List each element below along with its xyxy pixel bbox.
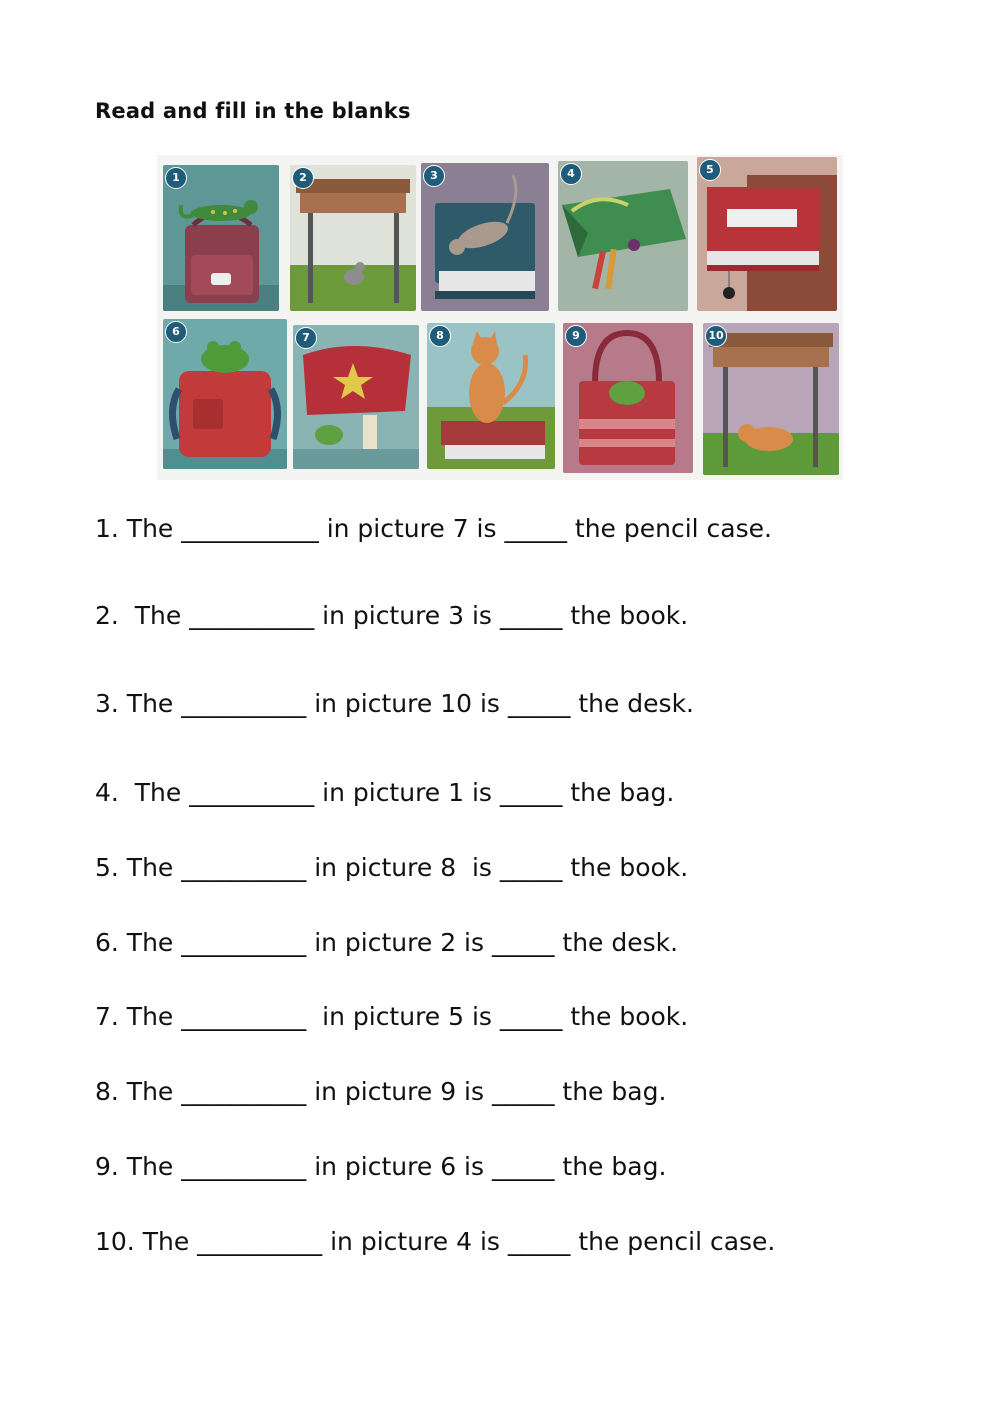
question-9: 9. The __________ in picture 6 is _____ the bag. xyxy=(95,1152,667,1181)
worksheet-title: Read and fill in the blanks xyxy=(95,99,411,123)
question-4: 4. The __________ in picture 1 is _____ the bag. xyxy=(95,778,675,807)
picture-number: 6 xyxy=(165,321,187,343)
question-3: 3. The __________ in picture 10 is _____ the desk. xyxy=(95,689,694,718)
cat-under-desk-icon xyxy=(703,323,839,475)
spider-in-pencil-case-icon xyxy=(558,161,688,311)
picture-7 xyxy=(293,325,419,469)
frog-on-bag-icon xyxy=(163,319,287,469)
spider-under-book-icon xyxy=(697,157,837,311)
frog-in-bag-icon xyxy=(563,323,693,473)
picture-number: 4 xyxy=(560,163,582,185)
question-6: 6. The __________ in picture 2 is _____ the desk. xyxy=(95,928,679,957)
picture-number: 7 xyxy=(295,327,317,349)
picture-10 xyxy=(703,323,839,475)
mouse-on-book-icon xyxy=(421,163,549,311)
question-5: 5. The __________ in picture 8 is _____ the book. xyxy=(95,853,689,882)
question-1: 1. The ___________ in picture 7 is _____ the pencil case. xyxy=(95,514,772,543)
picture-3 xyxy=(421,163,549,311)
picture-1 xyxy=(163,165,279,311)
picture-number: 8 xyxy=(429,325,451,347)
question-8: 8. The __________ in picture 9 is _____ the bag. xyxy=(95,1077,667,1106)
picture-number: 3 xyxy=(423,165,445,187)
question-7: 7. The __________ in picture 5 is _____ the book. xyxy=(95,1002,689,1031)
picture-number: 2 xyxy=(292,167,314,189)
picture-4 xyxy=(558,161,688,311)
question-10: 10. The __________ in picture 4 is _____ the pencil case. xyxy=(95,1227,776,1256)
picture-number: 5 xyxy=(699,159,721,181)
picture-number: 1 xyxy=(165,167,187,189)
picture-2 xyxy=(290,165,416,311)
picture-6 xyxy=(163,319,287,469)
picture-grid xyxy=(157,155,843,480)
question-2: 2. The __________ in picture 3 is _____ the book. xyxy=(95,601,689,630)
picture-number: 10 xyxy=(705,325,727,347)
picture-5 xyxy=(697,157,837,311)
picture-8 xyxy=(427,323,555,469)
picture-number: 9 xyxy=(565,325,587,347)
picture-9 xyxy=(563,323,693,473)
